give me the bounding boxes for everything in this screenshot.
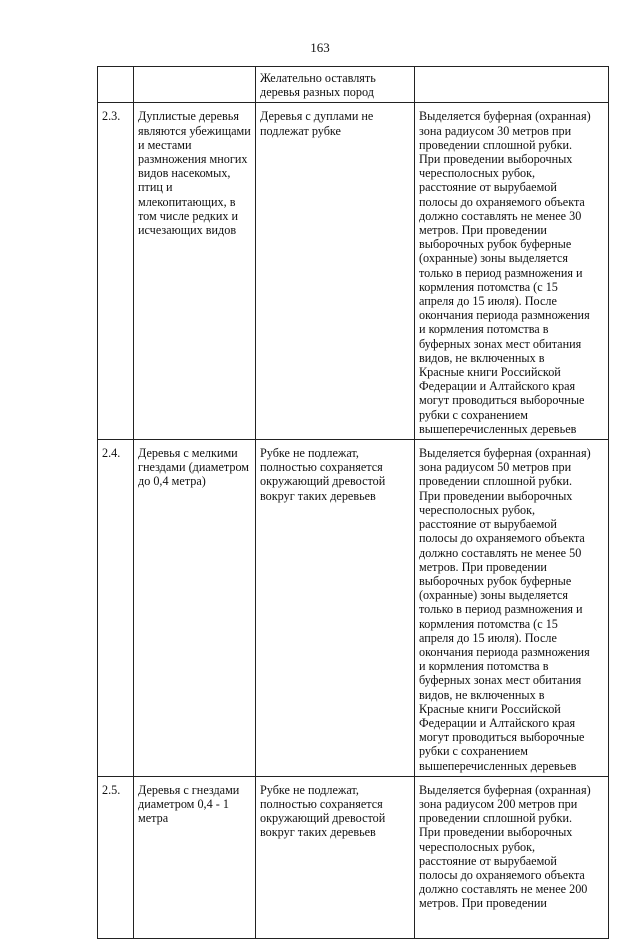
table-row: [98, 67, 609, 103]
cell-text-line: Федерации и Алтайского края: [419, 379, 576, 394]
table-row: [98, 440, 609, 777]
cell-text-line: подлежат рубке: [260, 123, 341, 138]
cell-text-line: должно составлять не менее 200: [419, 882, 588, 897]
cell-text-line: буферных зонах мест обитания: [419, 673, 582, 688]
cell-text-line: должно составлять не менее 30: [419, 208, 582, 223]
requirement-cell: [256, 67, 415, 103]
cell-text-line: окружающий древостой: [260, 811, 386, 826]
cell-text-line: видов, не включенных в: [419, 687, 545, 702]
cell-text-line: выборочных рубок буферные: [419, 573, 572, 588]
cell-text-line: расстояние от вырубаемой: [419, 180, 557, 195]
requirement-cell: [256, 103, 415, 440]
cell-text-line: расстояние от вырубаемой: [419, 517, 557, 532]
cell-text-line: являются убежищами: [138, 123, 251, 138]
cell-text-line: и местами: [138, 137, 192, 152]
cell-text-line: полосы до охраняемого объекта: [419, 531, 585, 546]
cell-text-line: чересполосных рубок,: [419, 839, 536, 854]
cell-text-line: Деревья с гнездами: [138, 782, 240, 797]
cell-text-line: кормления потомства (с 15: [419, 616, 558, 631]
requirement-cell: [256, 776, 415, 938]
cell-text-line: вышеперечисленных деревьев: [419, 758, 577, 773]
cell-text-line: птиц и: [138, 180, 173, 195]
note-cell: [415, 440, 609, 777]
cell-text-line: Красные книги Российской: [419, 701, 561, 716]
cell-text-line: вышеперечисленных деревьев: [419, 421, 577, 436]
cell-text-line: гнездами (диаметром: [138, 460, 250, 475]
cell-text-line: диаметром 0,4 - 1: [138, 796, 229, 811]
row-number-cell: 2.5.: [98, 776, 134, 938]
cell-text-line: проведении сплошной рубки.: [419, 137, 573, 152]
cell-text-line: окружающий древостой: [260, 474, 386, 489]
cell-text-line: Красные книги Российской: [419, 365, 561, 380]
note-cell: [415, 67, 609, 103]
table-row: [98, 103, 609, 440]
cell-text-line: При проведении выборочных: [419, 488, 573, 503]
cell-text-line: метров. При проведении: [419, 896, 547, 911]
cell-text-line: метра: [138, 811, 169, 826]
cell-text-line: Выделяется буферная (охранная): [419, 446, 591, 461]
row-number-cell: 2.4.: [98, 440, 134, 777]
cell-text-line: видов насекомых,: [138, 166, 231, 181]
cell-text-line: расстояние от вырубаемой: [419, 853, 557, 868]
cell-text-line: метров. При проведении: [419, 559, 547, 574]
table-row: [98, 776, 609, 938]
note-cell: [415, 776, 609, 938]
document-table: [97, 66, 609, 939]
cell-text-line: и кормления потомства в: [419, 322, 549, 337]
cell-text-line: чересполосных рубок,: [419, 502, 536, 517]
cell-text-line: проведении сплошной рубки.: [419, 811, 573, 826]
cell-text-line: Деревья с дуплами не: [260, 109, 374, 124]
cell-text-line: (охранные) зоны выделяется: [419, 251, 568, 266]
cell-text-line: только в период размножения и: [419, 265, 583, 280]
cell-text-line: размножения многих: [138, 152, 248, 167]
cell-text-line: буферных зонах мест обитания: [419, 336, 582, 351]
object-cell: [134, 67, 256, 103]
cell-text-line: апреля до 15 июля). После: [419, 294, 557, 309]
row-number-cell: [98, 67, 134, 103]
cell-text-line: Выделяется буферная (охранная): [419, 782, 591, 797]
cell-text-line: Рубке не подлежат,: [260, 446, 359, 461]
cell-text-line: Федерации и Алтайского края: [419, 715, 576, 730]
cell-text-line: Деревья с мелкими: [138, 446, 238, 461]
cell-text-line: том числе редких и: [138, 208, 239, 223]
cell-text-line: зона радиусом 30 метров при: [419, 123, 572, 138]
note-cell: [415, 103, 609, 440]
cell-text-line: вокруг таких деревьев: [260, 488, 376, 503]
requirement-cell: [256, 440, 415, 777]
table-body: [98, 67, 609, 939]
cell-text-line: и кормления потомства в: [419, 659, 549, 674]
cell-text-line: При проведении выборочных: [419, 825, 573, 840]
cell-text-line: Рубке не подлежат,: [260, 782, 359, 797]
cell-text-line: метров. При проведении: [419, 223, 547, 238]
cell-text-line: вокруг таких деревьев: [260, 825, 376, 840]
cell-text-line: млекопитающих, в: [138, 194, 236, 209]
cell-text-line: При проведении выборочных: [419, 152, 573, 167]
cell-text-line: могут проводиться выборочные: [419, 730, 585, 745]
cell-text-line: апреля до 15 июля). После: [419, 630, 557, 645]
cell-text-line: полосы до охраняемого объекта: [419, 194, 585, 209]
object-cell: [134, 776, 256, 938]
cell-text-line: могут проводиться выборочные: [419, 393, 585, 408]
cell-text-line: проведении сплошной рубки.: [419, 474, 573, 489]
cell-text-line: Желательно оставлять: [260, 71, 376, 85]
cell-text-line: чересполосных рубок,: [419, 166, 536, 181]
cell-text-line: зона радиусом 50 метров при: [419, 460, 572, 475]
cell-text-line: полностью сохраняется: [260, 796, 383, 811]
page-number: 163: [310, 40, 330, 55]
cell-text-line: видов, не включенных в: [419, 350, 545, 365]
object-cell: [134, 103, 256, 440]
cell-text-line: рубки с сохранением: [419, 744, 528, 759]
cell-text-line: полностью сохраняется: [260, 460, 383, 475]
cell-text-line: окончания периода размножения: [419, 308, 590, 323]
cell-text-line: полосы до охраняемого объекта: [419, 867, 585, 882]
cell-text-line: зона радиусом 200 метров при: [419, 796, 578, 811]
cell-text-line: деревья разных пород: [260, 85, 374, 100]
cell-text-line: Дуплистые деревья: [138, 109, 239, 124]
cell-text-line: рубки с сохранением: [419, 407, 528, 422]
cell-text-line: кормления потомства (с 15: [419, 279, 558, 294]
cell-text-line: исчезающих видов: [138, 223, 237, 238]
cell-text-line: Выделяется буферная (охранная): [419, 109, 591, 124]
cell-text-line: до 0,4 метра): [138, 474, 206, 489]
object-cell: [134, 440, 256, 777]
cell-text-line: (охранные) зоны выделяется: [419, 588, 568, 603]
row-number-cell: 2.3.: [98, 103, 134, 440]
cell-text-line: выборочных рубок буферные: [419, 237, 572, 252]
cell-text-line: окончания периода размножения: [419, 644, 590, 659]
cell-text-line: должно составлять не менее 50: [419, 545, 582, 560]
cell-text-line: только в период размножения и: [419, 602, 583, 617]
